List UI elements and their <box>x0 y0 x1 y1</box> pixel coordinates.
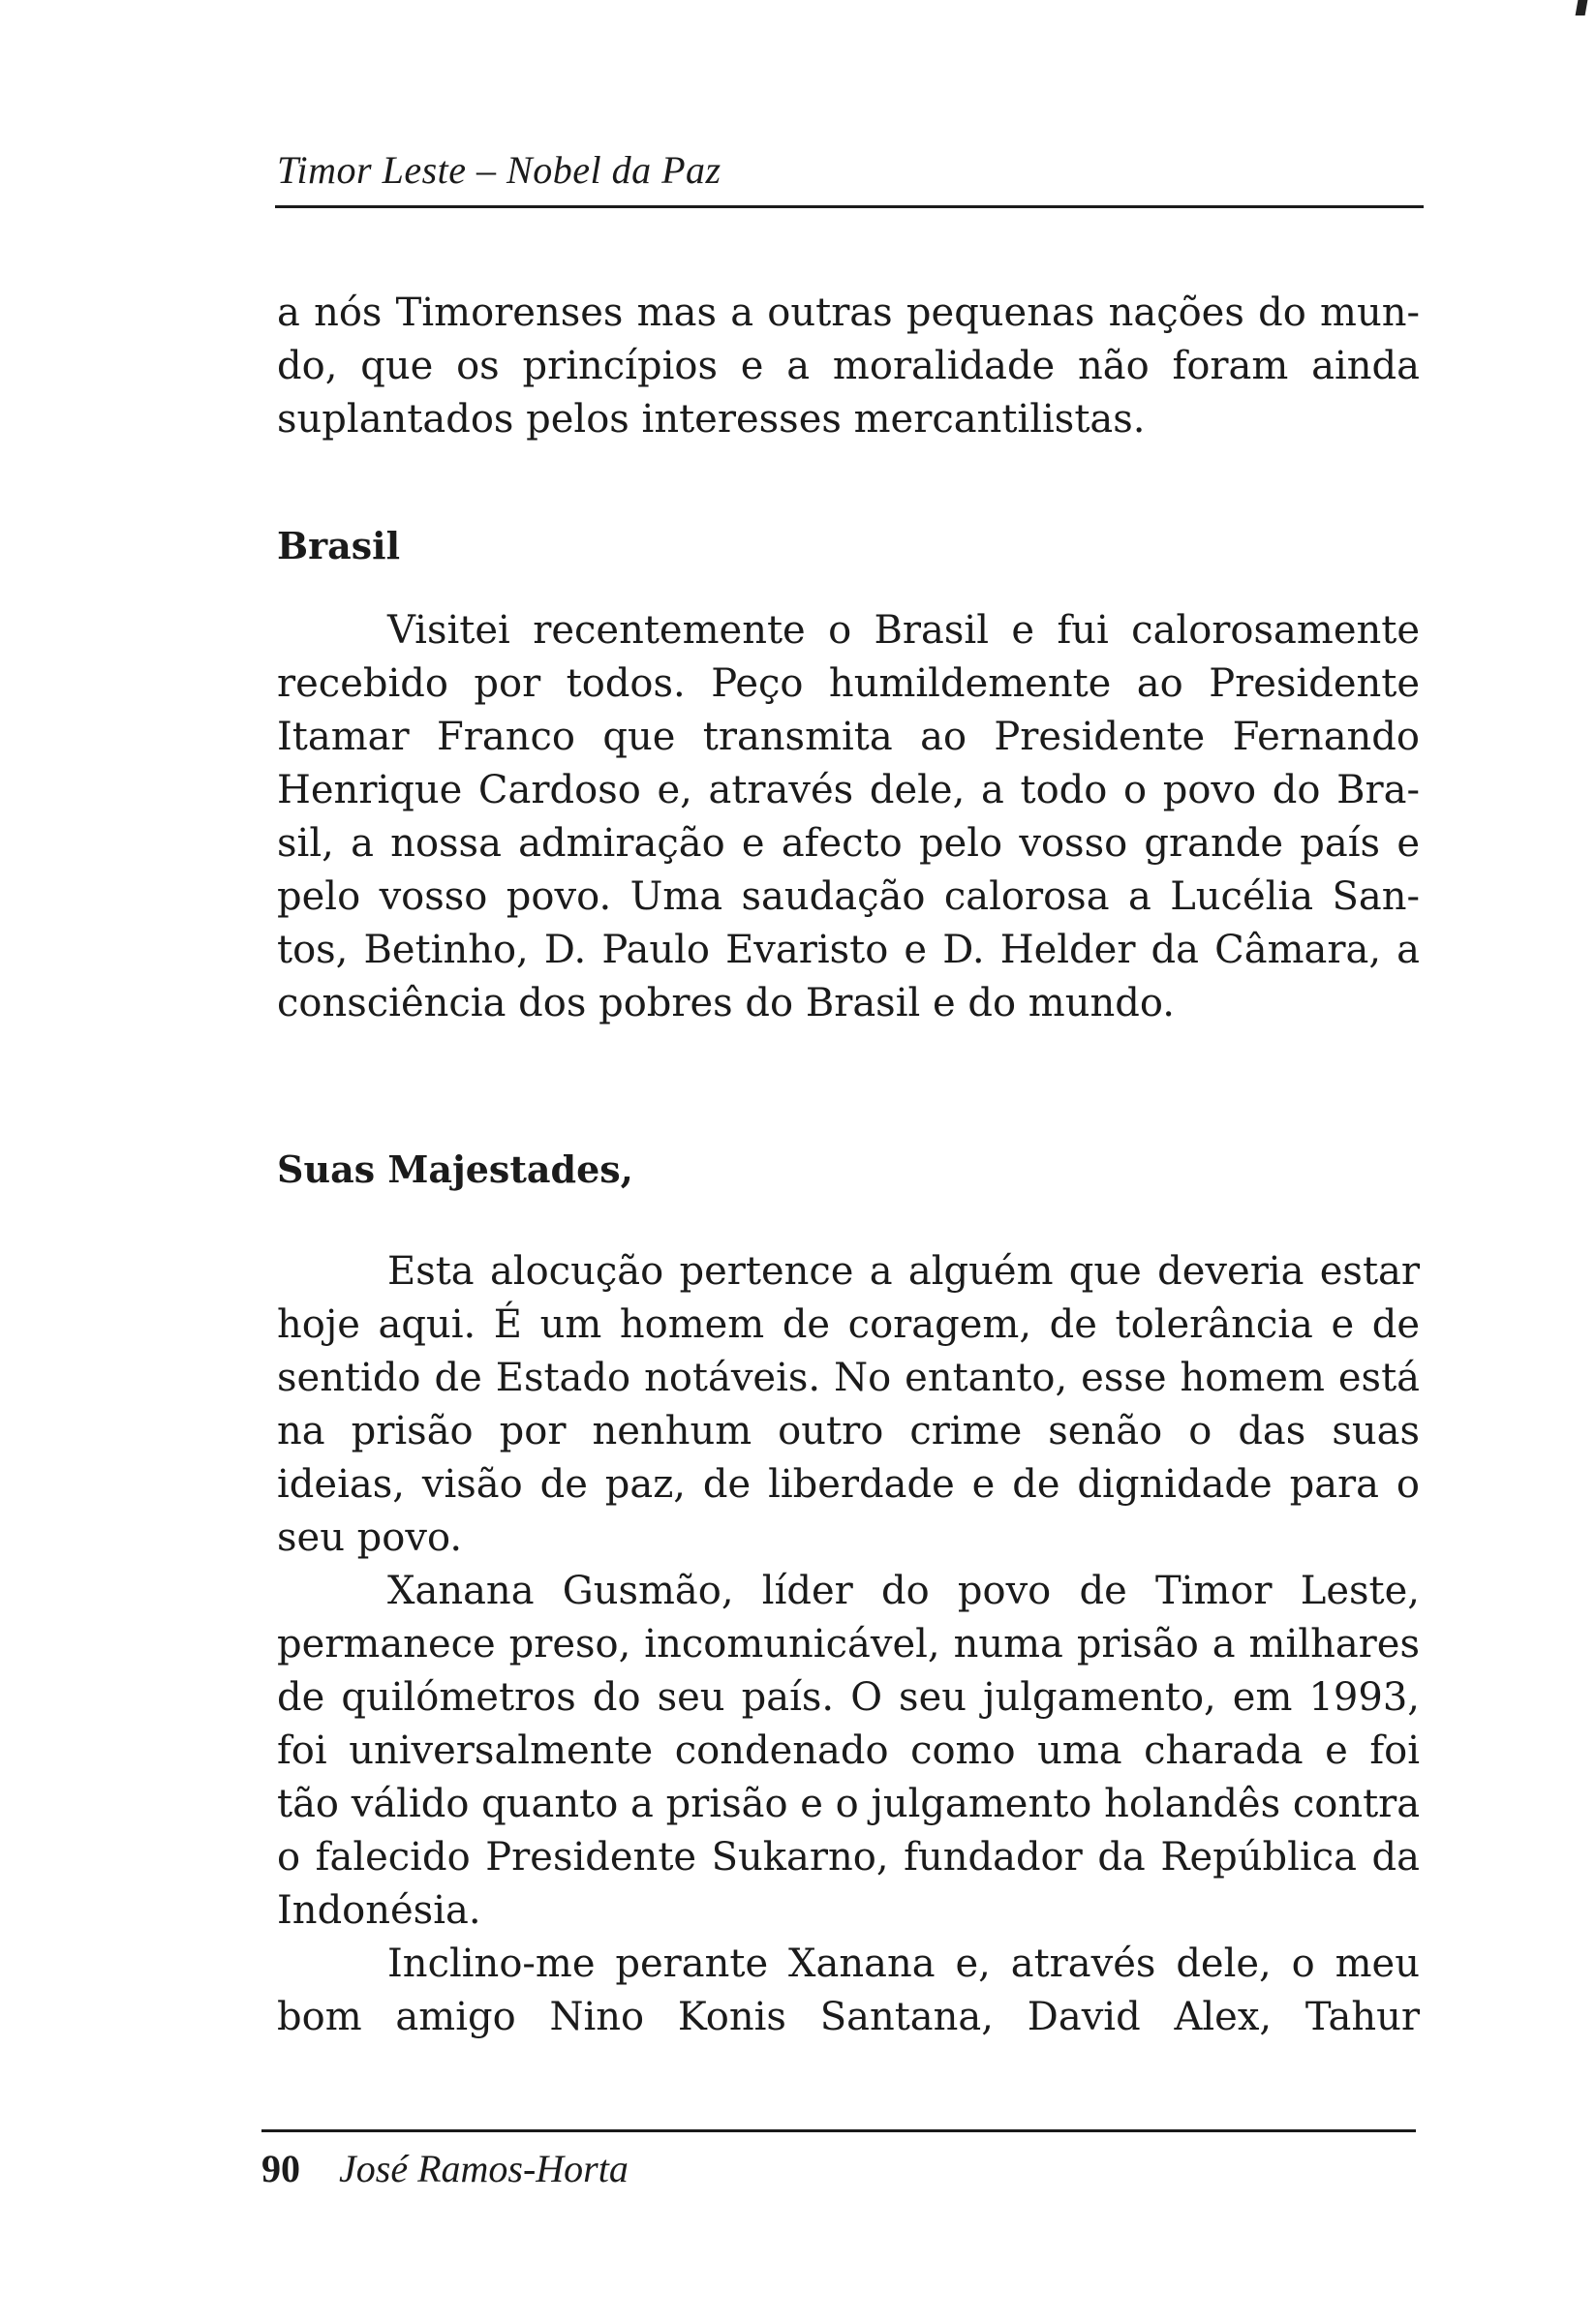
text-line: suplantados pelos interesses mercantilistas. <box>277 397 1146 442</box>
text-line: do, que os princípios e a moralidade não foram ainda <box>277 344 1420 388</box>
text-line: permanece preso, incomunicável, numa prisão a milhares <box>277 1622 1420 1667</box>
text-line: tos, Betinho, D. Paulo Evaristo e D. Helder da Câmara, a <box>277 928 1420 972</box>
text-line: seu povo. <box>277 1515 463 1560</box>
text-line: Xanana Gusmão, líder do povo de Timor Leste, <box>387 1569 1420 1613</box>
section-title-brasil: Brasil <box>277 524 401 567</box>
text-line: Itamar Franco que transmita ao Presidente Fernando <box>277 715 1420 759</box>
brasil-paragraph <box>277 604 1420 1030</box>
text-line: sentido de Estado notáveis. No entanto, esse homem está <box>277 1356 1420 1400</box>
text-line: hoje aqui. É um homem de coragem, de tolerância e de <box>277 1302 1420 1347</box>
text-line: Visitei recentemente o Brasil e fui calorosamente <box>387 608 1420 653</box>
text-line: bom amigo Nino Konis Santana, David Alex, Tahur <box>277 1995 1420 2039</box>
text-line: o falecido Presidente Sukarno, fundador da República da <box>277 1835 1420 1880</box>
text-line: de quilómetros do seu país. O seu julgamento, em 1993, <box>277 1675 1420 1720</box>
text-line: tão válido quanto a prisão e o julgamento holandês contra <box>277 1782 1421 1826</box>
majestades-paragraph-3 <box>277 1938 1420 2044</box>
running-header: Timor Leste – Nobel da Paz <box>277 148 721 192</box>
page-number: 90 <box>261 2147 300 2190</box>
header-rule <box>275 205 1424 208</box>
text-line: na prisão por nenhum outro crime senão o das suas <box>277 1409 1420 1453</box>
text-line: pelo vosso povo. Uma saudação calorosa a Lucélia San- <box>277 874 1420 919</box>
text-line: a nós Timorenses mas a outras pequenas nações do mun- <box>277 290 1420 335</box>
page-footer <box>261 2142 1133 2196</box>
text-line: Henrique Cardoso e, através dele, a todo o povo do Bra- <box>277 768 1420 812</box>
text-line: Inclino-me perante Xanana e, através dele, o meu <box>387 1942 1420 1986</box>
text-line: Indonésia. <box>277 1888 481 1933</box>
footer-author: José Ramos-Horta <box>339 2147 629 2190</box>
text-line: recebido por todos. Peço humildemente ao Presidente <box>277 661 1420 706</box>
text-line: foi universalmente condenado como uma charada e foi <box>277 1728 1420 1773</box>
majestades-paragraph-2 <box>277 1565 1420 1938</box>
section-title-majestades: Suas Majestades, <box>277 1147 633 1191</box>
text-line: sil, a nossa admiração e afecto pelo vosso grande país e <box>277 821 1420 866</box>
intro-paragraph <box>277 287 1420 446</box>
scan-corner-mark <box>1576 0 1588 15</box>
majestades-paragraph-1 <box>277 1245 1420 1565</box>
text-line: Esta alocução pertence a alguém que deveria estar <box>387 1249 1420 1294</box>
footer-rule <box>261 2129 1416 2132</box>
text-line: ideias, visão de paz, de liberdade e de dignidade para o <box>277 1462 1420 1507</box>
text-line: consciência dos pobres do Brasil e do mundo. <box>277 981 1175 1025</box>
